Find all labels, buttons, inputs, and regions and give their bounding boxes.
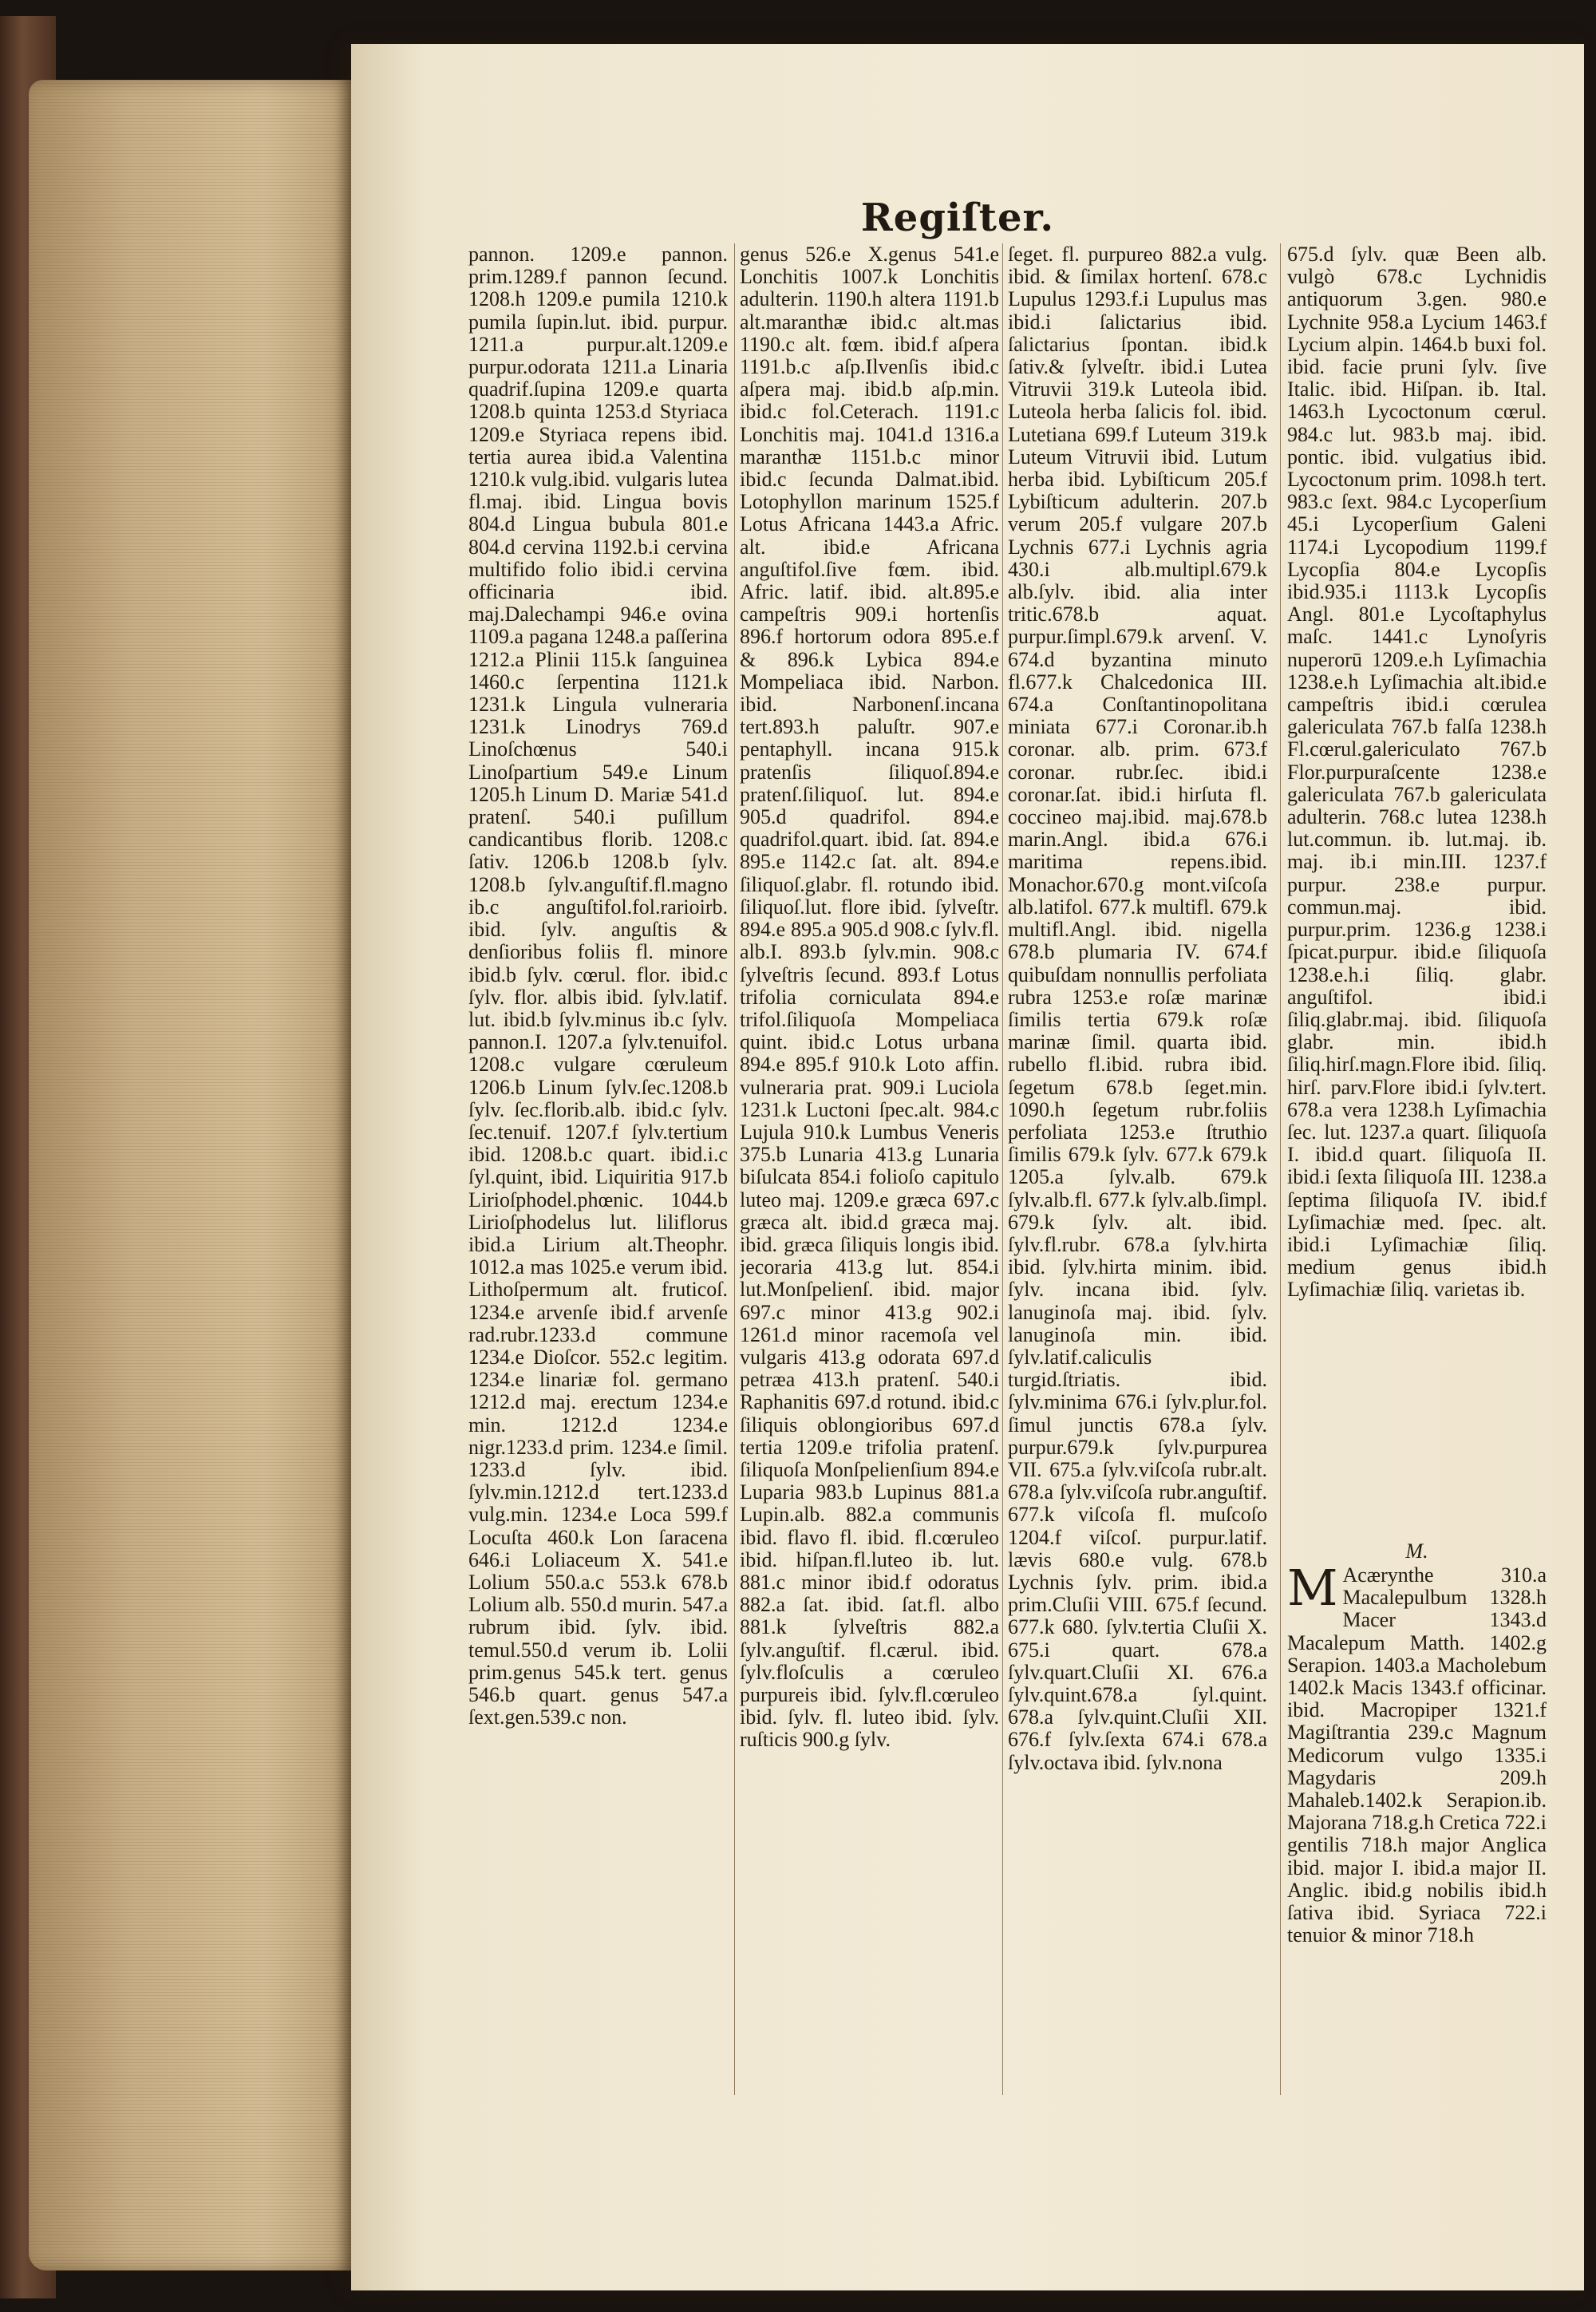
drop-cap: M: [1287, 1559, 1338, 1617]
column-text-m: [1287, 1559, 1547, 1947]
column-text: ſeget. fl. purpureo 882.a vulg. ibid. & ſimilax hortenſ. 678.c Lupulus 1293.f.i Lupulus mas ibid.i ſalictarius ibid. ſalictarius ſpontan. ibid.k ſativ.& ſylveſtr. ibid.i Lutea Vitruvii 319.k Luteola ibid. Luteola herba ſalicis fol. ibid. Lutetiana 699.f Luteum 319.k Luteum Vitruvii ibid. Lutum herba ibid. Lybiſticum 205.f Lybiſticum adulterin. 207.b verum 205.f vulgare 207.b Lychnis 677.i Lychnis agria 430.i alb.multipl.679.k alb.ſylv. ibid. alia inter tritic.678.b aquat. purpur.ſimpl.679.k arvenſ. V. 674.d byzantina minuto fl.677.k Chalcedonica III. 674.a Conſtantinopolitana miniata 677.i Coronar.ib.h coronar. alb. prim. 673.f coronar. rubr.ſec. ibid.i coronar.ſat. ibid.i hirſuta fl. coccineo maj.ibid. maj.678.b marin.Angl. ibid.a 676.i maritima repens.ibid. Monachor.670.g mont.viſcoſa alb.latifol. 677.k multifl. 679.k multifl.Angl. ibid. nigella 678.b plumaria IV. 674.f quibuſdam nonnullis perfoliata rubra 1253.e roſæ marinæ ſimilis tertia 679.k roſæ marinæ ſimil. quarta ibid. rubello fl.ibid. rubra ibid. ſegetum 678.b ſeget.min. 1090.h ſegetum rubr.foliis perfoliata 1253.e ſtruthio ſimilis 679.k ſylv. 677.k 679.k 1205.a ſylv.alb. 679.k ſylv.alb.fl. 677.k ſylv.alb.ſimpl. 679.k ſylv. alt. ibid. ſylv.fl.rubr. 678.a ſylv.hirta ibid. ſylv.hirta minim. ibid. ſylv. incana ibid. ſylv. lanuginoſa maj. ibid. ſylv. lanuginoſa min. ibid. ſylv.latif.caliculis turgid.ſtriatis. ibid. ſylv.minima 676.i ſylv.plur.fol. ſimul junctis 678.a ſylv. purpur.679.k ſylv.purpurea VII. 675.a ſylv.viſcoſa rubr.alt. 678.a ſylv.viſcoſa rubr.anguſtif. 677.k viſcoſa fl. muſcoſo 1204.f viſcoſ. purpur.latif. lævis 680.e vulg. 678.b Lychnis ſylv. prim. ibid.a prim.Cluſii VIII. 675.f ſecund. 677.k 680. ſylv.tertia Cluſii X. 675.i quart. 678.a ſylv.quart.Cluſii XI. 676.a ſylv.quint.678.a ſyl.quint. 678.a ſylv.quint.Cluſii XII. 676.f ſylv.ſexta 674.i 678.a ſylv.octava ibid. ſylv.nona: [1008, 243, 1267, 1774]
column-text: 675.d ſylv. quæ Been alb. vulgò 678.c Lychnidis antiquorum 3.gen. 980.e Lychnite 958.a Lycium 1463.f Lycium alpin. 1464.b buxi fol. ibid. facie pruni ſylv. ſive Italic. ibid. Hiſpan. ib. Ital. 1463.h Lycoctonum cœrul. 984.c lut. 983.b maj. ibid. pontic. ibid. vulgatius ibid. Lycoctonum prim. 1098.h tert. 983.c ſext. 984.c Lycoperſium 45.i Lycoperſium Galeni 1174.i Lycopodium 1199.f Lycopſia 804.e Lycopſis ibid.935.i 1113.k Lycopſis Angl. 801.e Lycoſtaphylus maſc. 1441.c Lynoſyris nuperorū 1209.e.h Lyſimachia 1238.e.h Lyſimachia alt.ibid.e campeſtris ibid.i cœrulea galericulata 767.b falſa 1238.h Fl.cœrul.galericulato 767.b Flor.purpuraſcente 1238.e galericulata 767.b galericulata adulterin. 768.c lutea 1238.h lut.commun. ib. lut.maj. ib. maj. ib.i min.III. 1237.f purpur. 238.e purpur. commun.maj. ibid. purpur.prim. 1236.g 1238.i ſpicat.purpur. ibid.e ſiliquoſa 1238.e.h.i ſiliq. glabr. anguſtifol. ibid.i ſiliq.glabr.maj. ibid. ſiliquoſa glabr. min. ibid.h ſiliq.hirſ.magn.Flore ibid. ſiliq. hirſ. parv.Flore ibid.i ſylv.tert. 678.a vera 1238.h Lyſimachia ſec. lut. 1237.a quart. ſiliquoſa I. ibid.d quart. ſiliquoſa II. ibid.i ſexta ſiliquoſa III. 1238.a ſeptima ſiliquoſa IV. ibid.f Lyſimachiæ med. ſpec. alt. ibid.i Lyſimachiæ ſiliq. medium genus ibid.h Lyſimachiæ ſiliq. varietas ib.: [1287, 243, 1547, 1302]
m-entries: Acærynthe 310.a Macalepulbum 1328.h Macer 1343.d Macalepum Matth. 1402.g Serapion. 1403.a Macholebum 1402.k Macis 1343.f officinar. ibid. Macropiper 1321.f Magiſtrantia 239.c Magnum Medicorum vulgo 1335.i Magydaris 209.h Mahaleb.1402.k Serapion.ib. Majorana 718.g.h Cretica 722.i gentilis 718.h major Anglica ibid. major I. ibid.a major II. Anglic. ibid.g nobilis ibid.h ſativa ibid. Syriaca 722.i tenuior & minor 718.h: [1287, 1563, 1547, 1947]
page-header: Regiſter.: [860, 196, 1055, 240]
index-column-2: [740, 243, 999, 2103]
column-divider: [1002, 243, 1003, 2095]
section-letter: M.: [1405, 1539, 1428, 1563]
column-divider: [734, 243, 735, 2095]
column-divider: [1280, 243, 1281, 2095]
column-text: pannon. 1209.e pannon. prim.1289.f pannon ſecund. 1208.h 1209.e pumila 1210.k pumila ſupin.lut. ibid. purpur. 1211.a purpur.alt.1209.e purpur.odorata 1211.a Linaria quadrif.ſupina 1209.e quarta 1208.b quinta 1253.d Styriaca 1209.e Styriaca repens ibid. tertia aurea ibid.a Valentina 1210.k vulg.ibid. vulgaris lutea fl.maj. ibid. Lingua bovis 804.d Lingua bubula 801.e 804.d cervina 1192.b.i cervina multifido folio ibid.i cervina officinaria ibid. maj.Dalechampi 946.e ovina 1109.a pagana 1248.a paſſerina 1212.a Plinii 115.k ſanguinea 1460.c ſerpentina 1121.k 1231.k Lingula vulneraria 1231.k Linodrys 769.d Linoſchœnus 540.i Linoſpartium 549.e Linum 1205.h Linum D. Mariæ 541.d pratenſ. 540.i puſillum candicantibus florib. 1208.c ſativ. 1206.b 1208.b ſylv. 1208.b ſylv.anguſtif.fl.magno ib.c anguſtifol.fol.rarioirb. ibid. ſylv. anguſtis & denſioribus foliis fl. minore ibid.b ſylv. cœrul. flor. ibid.c ſylv. flor. albis ibid. ſylv.latif. lut. ibid.b ſylv.minus ib.c ſylv. pannon.I. 1207.a ſylv.tenuifol. 1208.c vulgare cœruleum 1206.b Linum ſylv.ſec.1208.b ſylv. ſec.florib.alb. ibid.c ſylv. ſec.tenuif. 1207.f ſylv.tertium ibid. 1208.b.c quart. ibid.i.c ſyl.quint, ibid. Liquiritia 917.b Lirioſphodel.phœnic. 1044.b Lirioſphodelus lut. liliflorus ibid.a Lirium alt.Theophr. 1012.a mas 1025.e verum ibid. Lithoſpermum alt. fruticoſ. 1234.e arvenſe ibid.f arvenſe rad.rubr.1233.d commune 1234.e Dioſcor. 552.c legitim. 1234.e linariæ fol. germano 1212.d maj. erectum 1234.e min. 1212.d 1234.e nigr.1233.d prim. 1234.e ſimil. 1233.d ſylv. ibid. ſylv.min.1212.d tert.1233.d vulg.min. 1234.e Loca 599.f Locuſta 460.k Lon ſaracena 646.i Loliaceum X. 541.e Lolium 550.a.c 553.k 678.b Lolium alb. 550.d murin. 547.a rubrum ibid. ſylv. ibid. temul.550.d verum ib. Lolii prim.genus 545.k tert. genus 546.b quart. genus 547.a ſext.gen.539.c non.: [468, 243, 728, 1729]
index-column-4: [1287, 243, 1547, 2103]
index-column-1: [468, 243, 728, 2103]
page-edges: [29, 80, 364, 2271]
column-text: genus 526.e X.genus 541.e Lonchitis 1007.k Lonchitis adulterin. 1190.h altera 1191.b alt.maranthæ ibid.c alt.mas 1190.c alt. fœm. ibid.f aſpera 1191.b.c aſp.Ilvenſis ibid.c aſpera maj. ibid.b aſp.min. ibid.c fol.Ceterach. 1191.c Lonchitis maj. 1041.d 1316.a maranthæ 1151.b.c minor ibid.c ſecunda Dalmat.ibid. Lotophyllon marinum 1525.f Lotus Africana 1443.a Afric. alt. ibid.e Africana anguſtifol.ſive fœm. ibid. Afric. latif. ibid. alt.895.e campeſtris 909.i hortenſis 896.f hortorum odora 895.e.f & 896.k Lybica 894.e Mompeliaca ibid. Narbon. ibid. Narbonenſ.incana tert.893.h paluſtr. 907.e pentaphyll. incana 915.k pratenſis ſiliquoſ.894.e pratenſ.ſiliquoſ. lut. 894.e 905.d quadrifol. 894.e quadrifol.quart. ibid. ſat. 894.e 895.e 1142.c ſat. alt. 894.e ſiliquoſ.glabr. fl. rotundo ibid. ſiliquoſ.lut. flore ibid. ſylveſtr. 894.e 895.a 905.d 908.c ſylv.fl. alb.I. 893.b ſylv.min. 908.c ſylveſtris ſecund. 893.f Lotus trifolia corniculata 894.e trifol.ſiliquoſa Mompeliaca quint. ibid.c Lotus urbana 894.e 895.f 910.k Loto affin. vulneraria prat. 909.i Luciola 1231.k Luctoni ſpec.alt. 984.c Lujula 910.k Lumbus Veneris 375.b Lunaria 413.g Lunaria biſulcata 854.i folioſo capitulo luteo maj. 1209.e græca 697.c græca alt. ibid.d græca maj. ibid. græca ſiliquis longis ibid. jecoraria 413.g lut. 854.i lut.Monſpelienſ. ibid. major 697.c minor 413.g 902.i 1261.d minor racemoſa vel vulgaris 413.g odorata 697.d petræa 413.h pratenſ. 540.i Raphanitis 697.d rotund. ibid.c ſiliquis oblongioribus 697.d tertia 1209.e trifolia pratenſ. ſiliquoſa Monſpelienſium 894.e Luparia 983.b Lupinus 881.a Lupin.alb. 882.a communis ibid. flavo fl. ibid. fl.cœruleo ibid. hiſpan.fl.luteo ib. lut. 881.c minor ibid.f odoratus 882.a ſat. ibid. ſat.fl. albo 881.k ſylveſtris 882.a ſylv.anguſtif. fl.cærul. ibid. ſylv.floſculis a cœruleo purpureis ibid. ſylv.fl.cœruleo ibid. ſylv. fl. luteo ibid. ſylv. ruſticis 900.g ſylv.: [740, 243, 999, 1752]
index-column-3: [1008, 243, 1267, 2103]
